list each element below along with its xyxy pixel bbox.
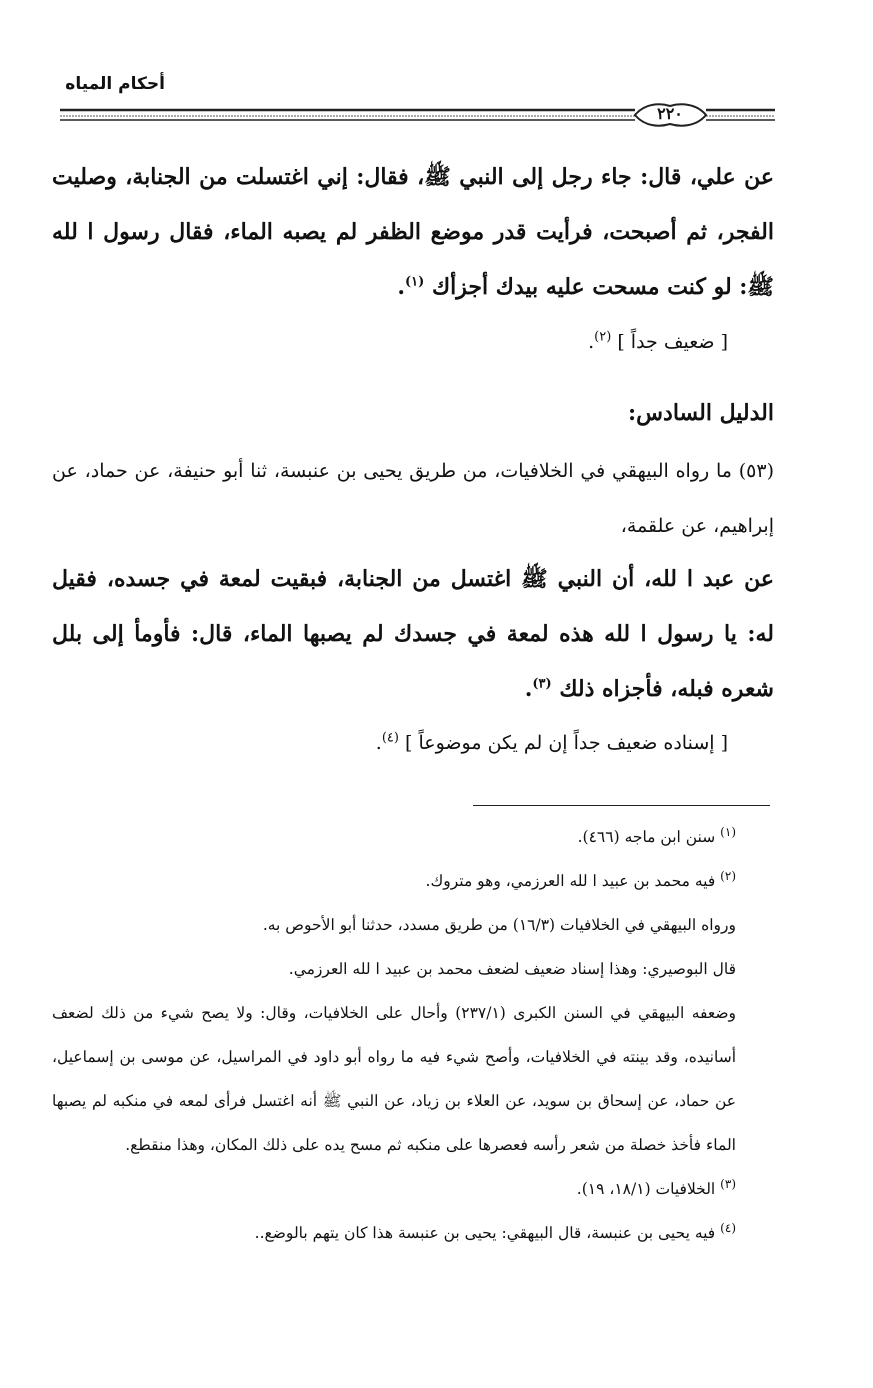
isnad-chain [52, 444, 774, 554]
footnote-text: فيه محمد بن عبيد ا لله العرزمي، وهو متروك. [425, 872, 716, 890]
footnote-ref-3[interactable]: (٣) [532, 676, 552, 692]
grade-2-end: . [375, 732, 382, 754]
footnote-ref-2[interactable]: (٢) [594, 329, 612, 345]
footnote-2-continued [52, 947, 774, 991]
footnote-text: الخلافيات (١٨/١، ١٩). [576, 1180, 716, 1198]
footnote-2 [52, 859, 774, 903]
footnote-marker: (٢) [720, 868, 736, 883]
footnote-marker: (٣) [720, 1176, 736, 1191]
hadith-1-end: . [397, 274, 405, 300]
hadith-2 [52, 552, 774, 717]
hadith-1 [52, 150, 774, 315]
footnote-1 [52, 815, 774, 859]
footnotes [52, 815, 774, 1255]
footnote-marker: (١) [720, 824, 736, 839]
footnote-2-continued [52, 903, 774, 947]
hadith-2-text: عن عبد ا لله، أن النبي ﷺ اغتسل من الجنابة، فبقيت لمعة في جسده، فقيل له: يا رسول ا لله هذه لمعة في جسدك لم يصبها الماء، قال: فأومأ إلى بلل شعره فبله، فأجزاه ذلك [52, 566, 774, 702]
grade-1-text: [ ضعيف جداً ] [617, 331, 728, 353]
grade-1-end: . [588, 331, 595, 353]
footnote-separator [473, 805, 770, 806]
footnote-marker: (٤) [720, 1220, 736, 1235]
footnote-text: وضعفه البيهقي في السنن الكبرى (٢٣٧/١) وأحال على الخلافيات، وقال: ولا يصح شيء من ذلك لضعف أسانيده، وقد بينته في الخلافيات، وأصح شيء فيه ما رواه أبو داود في المراسيل، عن موسى بن إسماعيل، عن حماد، عن إسحاق بن سويد، عن العلاء بن زياد، عن النبي ﷺ أنه اغتسل فرأى لمعه في منكبه لم يصبها الماء فأخذ خصلة من شعر رأسه فعصرها على منكبه ثم مسح يده على ذلك المكان، وهذا منقطع. [52, 1004, 736, 1154]
footnote-ref-1[interactable]: (١) [405, 274, 425, 290]
footnote-text: قال البوصيري: وهذا إسناد ضعيف لضعف محمد بن عبيد ا لله العرزمي. [288, 960, 736, 978]
footnote-4 [52, 1211, 774, 1255]
section-heading: الدليل السادس: [628, 400, 774, 426]
page-number: ٢٢٠ [657, 104, 683, 123]
footnote-2-continued [52, 991, 774, 1167]
footnote-text: ورواه البيهقي في الخلافيات (١٦/٣) من طريق مسدد، حدثنا أبو الأحوص به. [262, 916, 736, 934]
isnad-chain-text: (٥٣) ما رواه البيهقي في الخلافيات، من طريق يحيى بن عنبسة، ثنا أبو حنيفة، عن حماد، عن إبراهيم، عن علقمة، [52, 460, 774, 537]
hadith-1-text: عن علي، قال: جاء رجل إلى النبي ﷺ، فقال: إني اغتسلت من الجنابة، وصليت الفجر، ثم أصبحت، فرأيت قدر موضع الظفر لم يصبه الماء، فقال رسول ا لله ﷺ: لو كنت مسحت عليه بيدك أجزأك [52, 164, 774, 300]
footnote-3 [52, 1167, 774, 1211]
grade-1 [588, 327, 728, 357]
hadith-2-end: . [524, 676, 533, 702]
grade-2 [376, 728, 728, 758]
footnote-text: فيه يحيى بن عنبسة، قال البيهقي: يحيى بن عنبسة هذا كان يتهم بالوضع.. [254, 1224, 716, 1242]
footnote-ref-4[interactable]: (٤) [381, 730, 399, 746]
grade-2-text: [ إسناده ضعيف جداً إن لم يكن موضوعاً ] [405, 732, 728, 754]
footnote-text: سنن ابن ماجه (٤٦٦). [577, 828, 716, 846]
running-title: أحكام المياه [65, 74, 165, 94]
